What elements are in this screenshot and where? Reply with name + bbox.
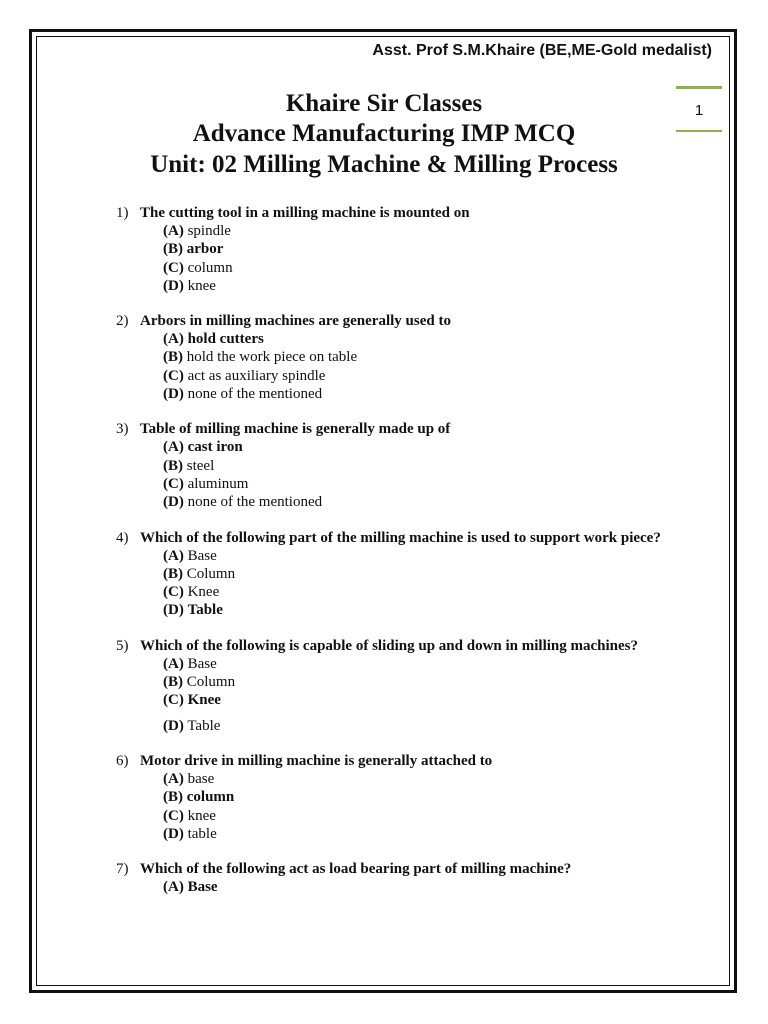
option-c-answer: (C) Knee (163, 692, 221, 709)
question-number: 2) (116, 313, 129, 330)
question-number: 4) (116, 529, 129, 546)
option-a-answer: (A) hold cutters (163, 331, 264, 348)
question-2 (116, 312, 678, 403)
option-c: (C) knee (163, 807, 216, 824)
question-text: Which of the following part of the milling machine is used to support work piece? (140, 529, 661, 546)
option-a-answer: (A) cast iron (163, 439, 243, 456)
question-number: 5) (116, 637, 129, 654)
option-d: (D) Table (163, 717, 221, 734)
option-c: (C) Knee (163, 584, 220, 601)
option-b-answer: (B) column (163, 789, 235, 806)
question-4 (116, 529, 678, 620)
question-text: Table of milling machine is generally made up of (140, 421, 451, 438)
option-c: (C) aluminum (163, 475, 249, 492)
question-1 (116, 204, 678, 295)
question-text: Which of the following is capable of sliding up and down in milling machines? (140, 637, 639, 654)
option-d-answer: (D) Table (163, 602, 223, 619)
option-a: (A) Base (163, 655, 217, 672)
option-b-answer: (B) arbor (163, 241, 224, 258)
question-number: 7) (116, 861, 129, 878)
title-unit: Unit: 02 Milling Machine & Milling Process (150, 151, 618, 178)
question-text: Motor drive in milling machine is generally attached to (140, 752, 493, 769)
question-text: The cutting tool in a milling machine is mounted on (140, 205, 470, 221)
option-a: (A) Base (163, 547, 217, 564)
question-number: 3) (116, 421, 129, 438)
option-d: (D) none of the mentioned (163, 494, 323, 511)
option-d: (D) none of the mentioned (163, 386, 323, 403)
option-c: (C) act as auxiliary spindle (163, 367, 326, 384)
question-number: 6) (116, 752, 129, 769)
option-b: (B) steel (163, 457, 215, 474)
question-text: Which of the following act as load bearing part of milling machine? (140, 861, 572, 878)
question-3 (116, 420, 678, 511)
option-a: (A) spindle (163, 223, 231, 239)
question-7 (116, 860, 678, 896)
option-d: (D) knee (163, 277, 216, 294)
option-a: (A) base (163, 770, 215, 787)
option-d: (D) table (163, 825, 217, 842)
option-b: (B) Column (163, 674, 236, 691)
page-number: 1 (694, 102, 704, 119)
title-institute: Khaire Sir Classes (285, 90, 483, 117)
author-header: Asst. Prof S.M.Khaire (BE,ME-Gold medalist) (372, 42, 712, 59)
option-b: (B) Column (163, 565, 236, 582)
title-subject: Advance Manufacturing IMP MCQ (192, 120, 576, 147)
question-number: 1) (116, 205, 129, 221)
option-b: (B) hold the work piece on table (163, 349, 358, 366)
question-list (116, 204, 678, 913)
question-5 (116, 637, 678, 735)
option-c: (C) column (163, 259, 233, 276)
question-6 (116, 752, 678, 843)
question-text: Arbors in milling machines are generally used to (140, 313, 451, 330)
option-a-answer: (A) Base (163, 879, 218, 896)
